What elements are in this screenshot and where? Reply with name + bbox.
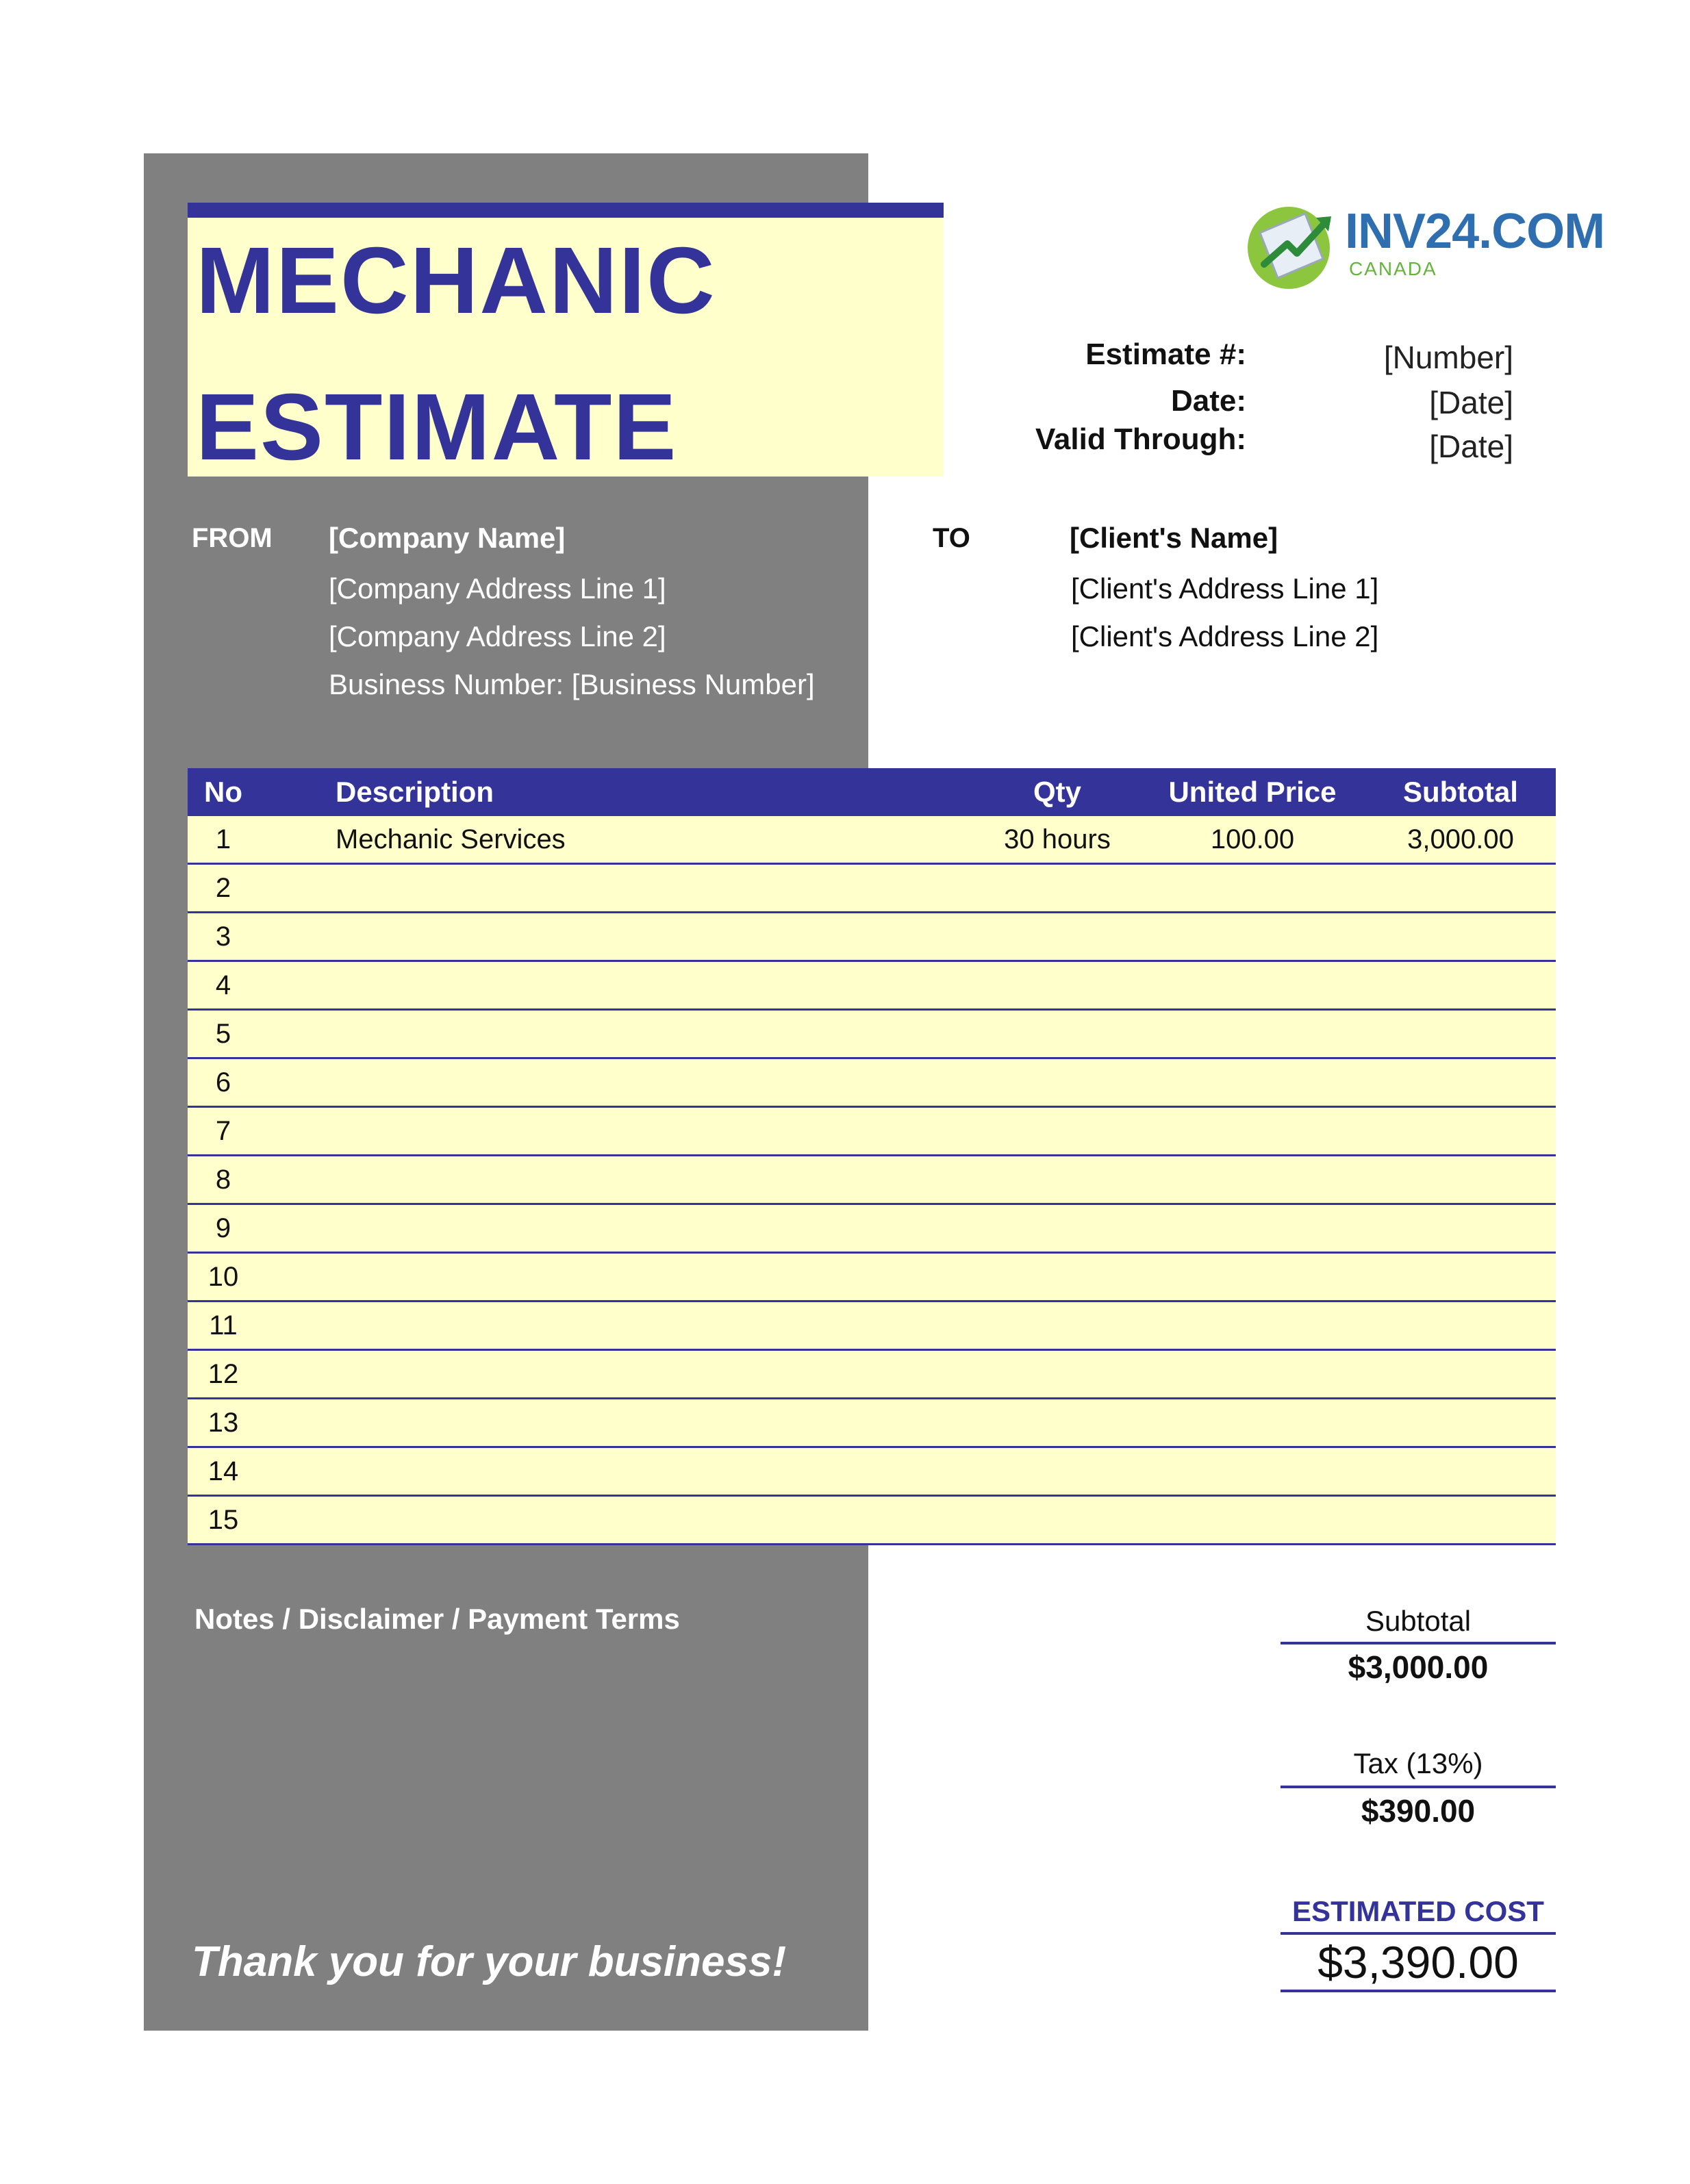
cell-subtotal xyxy=(1365,1205,1556,1252)
estimated-cost-value: $3,390.00 xyxy=(1317,1937,1519,1988)
cell-unit-price xyxy=(1139,1497,1365,1543)
estimate-number-value: [Number] xyxy=(1383,340,1513,375)
cell-qty xyxy=(982,1302,1133,1349)
table-row xyxy=(188,816,1556,865)
cell-unit-price xyxy=(1139,1059,1365,1106)
table-row xyxy=(188,1497,1556,1545)
cell-subtotal xyxy=(1365,1156,1556,1203)
table-row xyxy=(188,962,1556,1011)
cell-no: 2 xyxy=(215,873,231,903)
cell-description xyxy=(336,1205,952,1252)
estimated-cost-label: ESTIMATED COST xyxy=(1292,1895,1544,1927)
cell-no: 1 xyxy=(215,824,231,854)
tax-label: Tax (13%) xyxy=(1353,1747,1483,1779)
cell-unit-price xyxy=(1139,1205,1365,1252)
business-number: Business Number: [Business Number] xyxy=(329,668,815,700)
logo-name: INV24.COM xyxy=(1345,204,1605,259)
company-address-line-1: [Company Address Line 1] xyxy=(329,572,666,605)
cell-description xyxy=(336,1399,952,1446)
table-row xyxy=(188,1254,1556,1302)
cell-qty xyxy=(982,1351,1133,1397)
cell-unit-price xyxy=(1139,1302,1365,1349)
company-address-line-2: [Company Address Line 2] xyxy=(329,620,666,652)
logo-region: CANADA xyxy=(1349,258,1437,279)
cell-description xyxy=(336,1011,952,1057)
cell-no: 14 xyxy=(207,1456,239,1486)
client-name: [Client's Name] xyxy=(1070,522,1278,554)
cell-no: 3 xyxy=(215,922,231,952)
table-row xyxy=(188,1156,1556,1205)
thank-you-message: Thank you for your business! xyxy=(192,1938,787,1985)
cell-qty xyxy=(982,913,1133,960)
subtotal-rule xyxy=(1281,1642,1556,1645)
cell-no: 10 xyxy=(207,1262,239,1292)
cell-no: 6 xyxy=(215,1067,231,1097)
date-label: Date: xyxy=(1170,384,1246,418)
cell-no: 8 xyxy=(215,1165,231,1195)
cell-qty xyxy=(982,865,1133,911)
to-label: TO xyxy=(933,523,970,553)
cell-description xyxy=(336,1059,952,1106)
valid-through-value: [Date] xyxy=(1429,429,1513,464)
cell-description xyxy=(336,913,952,960)
cell-unit-price xyxy=(1139,1448,1365,1495)
logo xyxy=(1239,193,1605,296)
cell-description xyxy=(336,1351,952,1397)
cell-subtotal xyxy=(1365,1302,1556,1349)
cell-description xyxy=(336,1108,952,1154)
cell-no: 13 xyxy=(207,1408,239,1438)
cell-unit-price xyxy=(1139,1254,1365,1300)
cell-qty xyxy=(982,1448,1133,1495)
cell-qty xyxy=(982,1156,1133,1203)
table-row xyxy=(188,1108,1556,1156)
title-accent-bar xyxy=(188,203,944,218)
cell-qty xyxy=(982,1497,1133,1543)
client-address-line-2: [Client's Address Line 2] xyxy=(1071,620,1379,652)
client-address-line-1: [Client's Address Line 1] xyxy=(1071,572,1379,605)
estimate-table xyxy=(188,768,1556,1545)
cell-subtotal xyxy=(1365,1448,1556,1495)
cell-no: 9 xyxy=(215,1213,231,1243)
estimated-cost-rule-bottom xyxy=(1281,1990,1556,1992)
cell-subtotal xyxy=(1365,1254,1556,1300)
cell-description xyxy=(336,1497,952,1543)
cell-description xyxy=(336,865,952,911)
table-row xyxy=(188,1448,1556,1497)
cell-unit-price: 100.00 xyxy=(1210,824,1295,854)
cell-subtotal xyxy=(1365,1351,1556,1397)
cell-description: Mechanic Services xyxy=(336,824,566,854)
table-row xyxy=(188,1351,1556,1399)
subtotal-label: Subtotal xyxy=(1365,1605,1472,1637)
cell-subtotal: 3,000.00 xyxy=(1407,824,1514,854)
cell-subtotal xyxy=(1365,1011,1556,1057)
cell-subtotal xyxy=(1365,865,1556,911)
cell-subtotal xyxy=(1365,913,1556,960)
cell-subtotal xyxy=(1365,962,1556,1008)
title-line-2: ESTIMATE xyxy=(196,374,678,480)
cell-unit-price xyxy=(1139,1156,1365,1203)
table-row xyxy=(188,1205,1556,1254)
invoice-growth-icon xyxy=(1239,193,1342,296)
cell-description xyxy=(336,1156,952,1203)
cell-subtotal xyxy=(1365,1108,1556,1154)
cell-qty xyxy=(982,1205,1133,1252)
cell-qty xyxy=(982,962,1133,1008)
cell-no: 7 xyxy=(215,1116,231,1146)
date-value: [Date] xyxy=(1429,385,1513,420)
cell-unit-price xyxy=(1139,913,1365,960)
cell-unit-price xyxy=(1139,1399,1365,1446)
cell-description xyxy=(336,1448,952,1495)
header-qty: Qty xyxy=(1033,776,1081,808)
cell-no: 4 xyxy=(215,970,231,1000)
table-row xyxy=(188,1399,1556,1448)
cell-no: 11 xyxy=(209,1310,238,1341)
table-row xyxy=(188,1302,1556,1351)
table-row xyxy=(188,1011,1556,1059)
cell-qty: 30 hours xyxy=(1004,824,1111,854)
valid-through-label: Valid Through: xyxy=(1035,422,1246,456)
cell-subtotal xyxy=(1365,1399,1556,1446)
cell-unit-price xyxy=(1139,1011,1365,1057)
cell-qty xyxy=(982,1011,1133,1057)
header-subtotal: Subtotal xyxy=(1403,776,1518,808)
cell-qty xyxy=(982,1254,1133,1300)
tax-rule xyxy=(1281,1786,1556,1788)
table-row xyxy=(188,1059,1556,1108)
cell-description xyxy=(336,1254,952,1300)
table-body xyxy=(188,816,1556,1545)
cell-unit-price xyxy=(1139,1108,1365,1154)
cell-no: 12 xyxy=(207,1359,239,1389)
table-row xyxy=(188,913,1556,962)
header-unit-price: United Price xyxy=(1168,776,1337,808)
tax-value: $390.00 xyxy=(1361,1793,1476,1829)
title-box xyxy=(188,218,944,480)
cell-qty xyxy=(982,1399,1133,1446)
cell-unit-price xyxy=(1139,962,1365,1008)
cell-no: 5 xyxy=(215,1019,231,1049)
cell-qty xyxy=(982,1108,1133,1154)
cell-description xyxy=(336,962,952,1008)
cell-subtotal xyxy=(1365,1497,1556,1543)
table-row xyxy=(188,865,1556,913)
subtotal-value: $3,000.00 xyxy=(1348,1649,1489,1685)
estimate-number-label: Estimate #: xyxy=(1085,338,1246,371)
header-description: Description xyxy=(336,776,494,808)
company-name: [Company Name] xyxy=(329,522,566,554)
cell-description xyxy=(336,1302,952,1349)
title-line-1: MECHANIC xyxy=(196,228,716,333)
cell-subtotal xyxy=(1365,1059,1556,1106)
header-no: No xyxy=(204,776,242,808)
notes-title: Notes / Disclaimer / Payment Terms xyxy=(194,1603,680,1635)
from-label: FROM xyxy=(192,523,273,553)
cell-qty xyxy=(982,1059,1133,1106)
cell-no: 15 xyxy=(207,1505,239,1535)
cell-unit-price xyxy=(1139,865,1365,911)
cell-unit-price xyxy=(1139,1351,1365,1397)
table-header xyxy=(188,768,1556,816)
